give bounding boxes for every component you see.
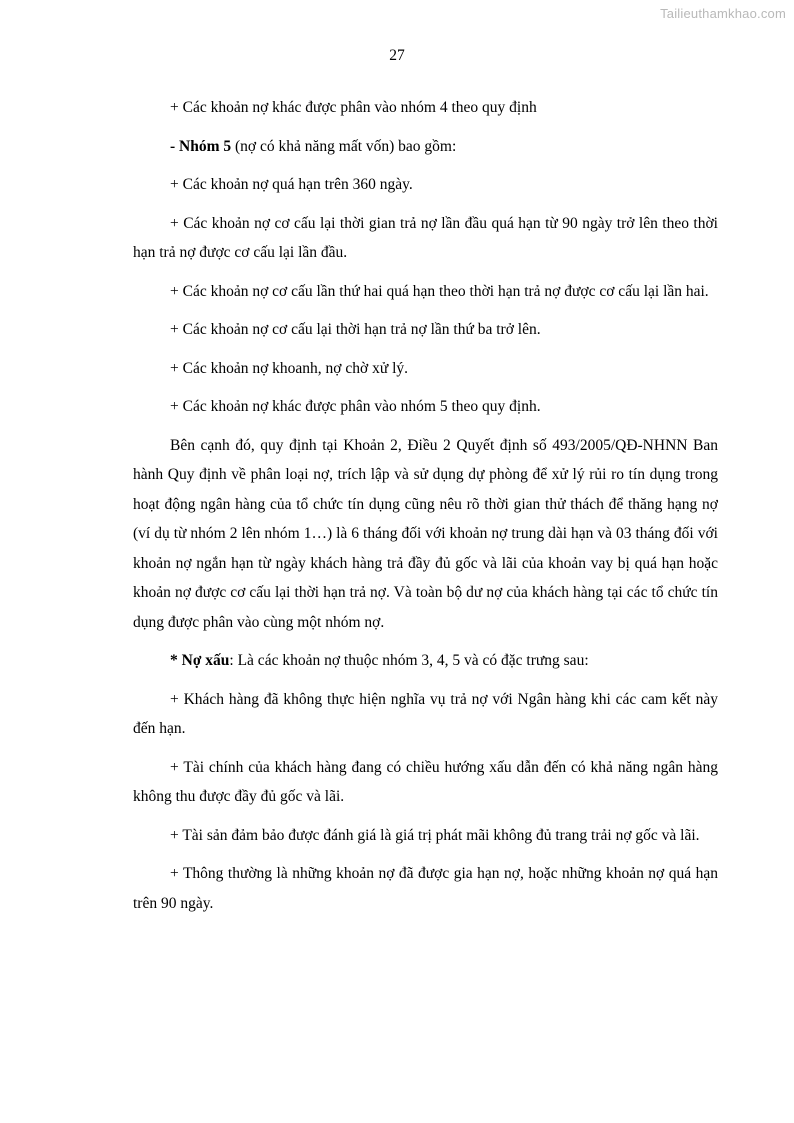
paragraph-frozen-debts: + Các khoản nợ khoanh, nợ chờ xử lý. <box>170 359 409 377</box>
heading-group5-label: - Nhóm 5 <box>170 137 232 155</box>
heading-group5 <box>133 132 718 162</box>
paragraph-financial-decline: + Tài chính của khách hàng đang có chiều hướng xấu dẫn đến có khả năng ngân hàng không thu được đầy đủ gốc và lãi. <box>133 758 718 805</box>
heading-bad-debt-description: : Là các khoản nợ thuộc nhóm 3, 4, 5 và có đặc trưng sau: <box>229 652 589 669</box>
paragraph-group4-other: + Các khoản nợ khác được phân vào nhóm 4 theo quy định <box>170 99 537 116</box>
heading-group5-description: (nợ có khả năng mất vốn) bao gồm: <box>231 137 457 155</box>
watermark: Tailieuthamkhao.com <box>660 6 786 21</box>
paragraph-overdue-360: + Các khoản nợ quá hạn trên 360 ngày. <box>170 176 413 193</box>
paragraph-customer-default: + Khách hàng đã không thực hiện nghĩa vụ trả nợ với Ngân hàng khi các cam kết này đến hạn. <box>133 690 718 737</box>
heading-bad-debt-label: * Nợ xấu <box>170 652 230 669</box>
paragraph-restructured-first: + Các khoản nợ cơ cấu lại thời gian trả nợ lần đầu quá hạn từ 90 ngày trở lên theo thời hạn trả nợ được cơ cấu lại lần đầu. <box>133 214 718 261</box>
paragraph-restructured-third: + Các khoản nợ cơ cấu lại thời hạn trả nợ lần thứ ba trở lên. <box>170 321 541 338</box>
document-body <box>133 93 718 927</box>
paragraph-restructured-second: + Các khoản nợ cơ cấu lần thứ hai quá hạn theo thời hạn trả nợ được cơ cấu lại lần hai. <box>170 282 709 300</box>
heading-bad-debt <box>133 646 718 676</box>
page-number: 27 <box>389 47 405 64</box>
paragraph-collateral: + Tài sản đảm bảo được đánh giá là giá trị phát mãi không đủ trang trải nợ gốc và lãi. <box>170 826 700 844</box>
paragraph-extended-debts: + Thông thường là những khoản nợ đã được gia hạn nợ, hoặc những khoản nợ quá hạn trên 90 ngày. <box>133 865 718 912</box>
paragraph-decision-493: Bên cạnh đó, quy định tại Khoản 2, Điều 2 Quyết định số 493/2005/QĐ-NHNN Ban hành Quy định về phân loại nợ, trích lập và sử dụng dự phòng để xử lý rủi ro tín dụng trong hoạt động ngân hàng của tổ chức tín dụng cũng nêu rõ thời gian thử thách để thăng hạng nợ (ví dụ từ nhóm 2 lên nhóm 1…) là 6 tháng đối với khoản nợ trung dài hạn và 03 tháng đối với khoản nợ ngắn hạn từ ngày khách hàng trả đầy đủ gốc và lãi của khoản vay bị quá hạn hoặc khoản nợ được cơ cấu lại thời hạn trả nợ. Và toàn bộ dư nợ của khách hàng tại các tổ chức tín dụng được phân vào cùng một nhóm nợ. <box>133 436 718 631</box>
paragraph-group5-other: + Các khoản nợ khác được phân vào nhóm 5 theo quy định. <box>170 398 541 415</box>
